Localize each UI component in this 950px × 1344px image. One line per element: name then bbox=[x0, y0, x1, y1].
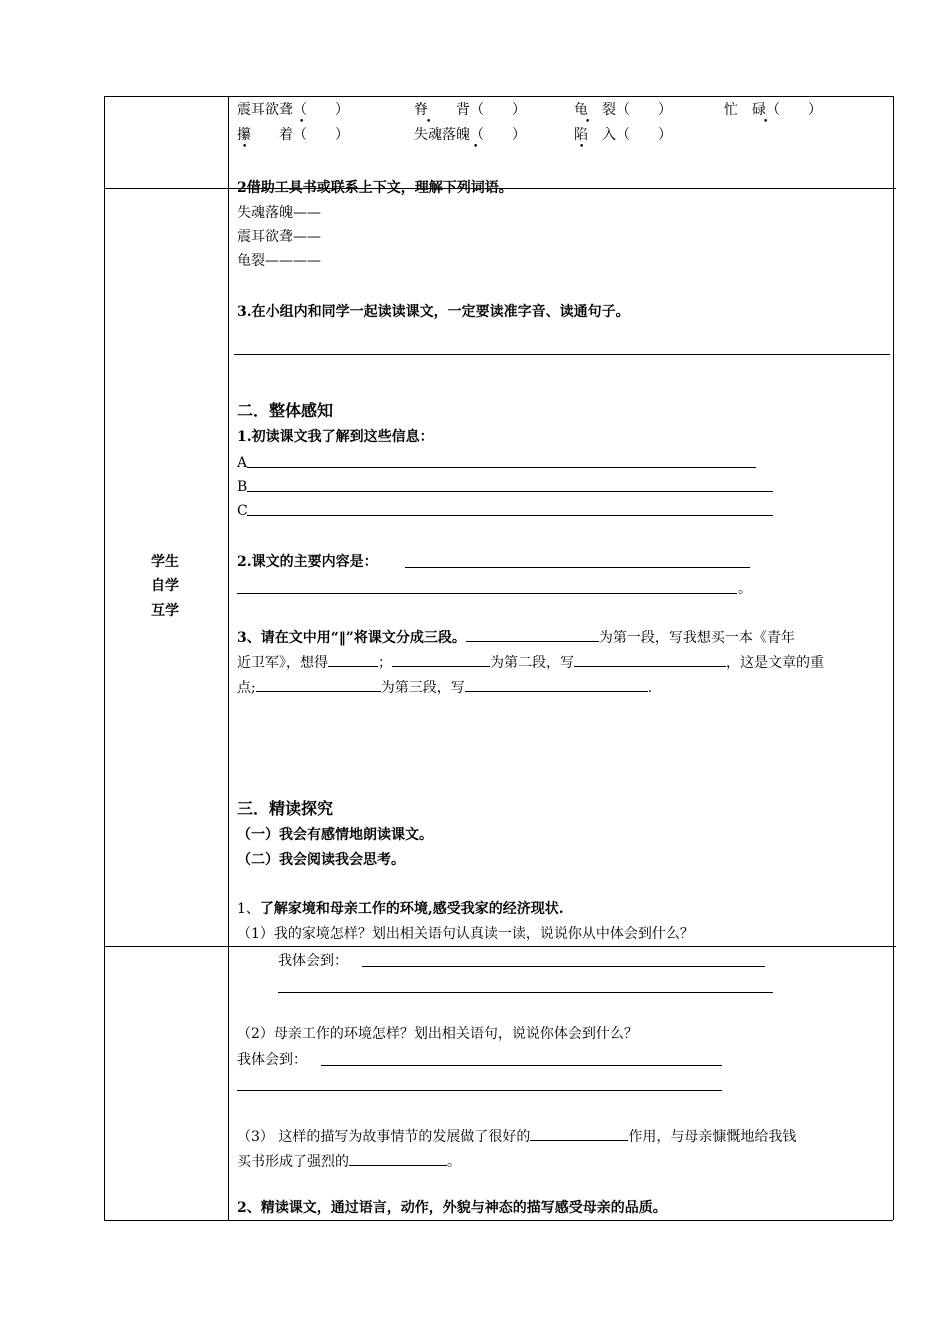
section-2-q3-lead: 3、请在文中用“‖”将课文分成三段。 bbox=[237, 630, 466, 646]
pinyin-item: 震耳欲聋（ ） bbox=[237, 102, 349, 118]
answer-line-b bbox=[247, 491, 773, 492]
section-2-title: 二．整体感知 bbox=[237, 401, 334, 420]
vocab-item: 龟裂———— bbox=[237, 253, 321, 269]
table-left-border bbox=[104, 96, 105, 1220]
fill-blank bbox=[574, 652, 726, 667]
text-run: 点; bbox=[237, 680, 256, 696]
answer-line-a bbox=[247, 467, 756, 468]
section-divider bbox=[234, 354, 890, 355]
text-run: 。 bbox=[447, 1154, 461, 1170]
section-3-p1 bbox=[237, 900, 564, 918]
pinyin-item: 陷 入（ ） bbox=[574, 127, 672, 143]
answer-label-b: B bbox=[237, 479, 248, 495]
pinyin-item: 失魂落魄（ ） bbox=[414, 127, 526, 143]
feel-label: 我体会到： bbox=[278, 953, 348, 969]
table-right-border bbox=[893, 96, 894, 1220]
section-2-q1: 1.初读课文我了解到这些信息： bbox=[237, 429, 434, 445]
pinyin-item: 脊 背（ ） bbox=[414, 102, 526, 118]
text-run: （3） 这样的描写为故事情节的发展做了很好的 bbox=[237, 1129, 531, 1145]
answer-line-c bbox=[247, 515, 773, 516]
table-column-divider bbox=[228, 96, 229, 1220]
vocab-item: 失魂落魄—— bbox=[237, 205, 321, 221]
section-3-p1-1: （1）我的家境怎样？划出相关语句认真读一读，说说你从中体会到什么？ bbox=[237, 926, 694, 942]
answer-label-c: C bbox=[237, 503, 248, 519]
section-2-q2: 2.课文的主要内容是： bbox=[237, 554, 378, 570]
sentence-end: 。 bbox=[738, 581, 752, 597]
vocab-item: 震耳欲聋—— bbox=[237, 229, 321, 245]
emphasis-dot: • bbox=[579, 142, 585, 152]
section-2-q3-line3 bbox=[237, 677, 652, 697]
emphasis-dot: • bbox=[473, 142, 479, 152]
feel-label: 我体会到： bbox=[237, 1052, 307, 1068]
emphasis-dot: • bbox=[299, 117, 305, 127]
fill-blank bbox=[349, 1151, 447, 1166]
section-3-p1-3-line1 bbox=[237, 1126, 796, 1146]
answer-line bbox=[362, 966, 765, 967]
answer-line bbox=[405, 567, 750, 568]
pinyin-item: 忙 碌（ ） bbox=[724, 102, 822, 118]
emphasis-dot: • bbox=[426, 117, 432, 127]
answer-line bbox=[278, 992, 773, 993]
section-3-p1-2: （2）母亲工作的环境怎样？划出相关语句，说说你体会到什么？ bbox=[237, 1026, 638, 1042]
fill-blank bbox=[466, 627, 599, 642]
table-top-border bbox=[104, 96, 893, 97]
section-2-q3-line2 bbox=[237, 652, 824, 672]
table-bottom-border bbox=[104, 1220, 893, 1221]
p1-number: 1、 bbox=[237, 901, 260, 917]
text-run: 为第二段，写 bbox=[490, 655, 574, 671]
answer-line bbox=[237, 1090, 722, 1091]
question-2-title: 2借助工具书或联系上下文，理解下列词语。 bbox=[237, 180, 513, 196]
text-run: 买书形成了强烈的 bbox=[237, 1154, 349, 1170]
fill-blank bbox=[530, 1126, 628, 1141]
answer-label-a: A bbox=[237, 455, 248, 471]
pinyin-item: 龟 裂（ ） bbox=[574, 102, 672, 118]
section-3-sub2: （二）我会阅读我会思考。 bbox=[237, 852, 405, 868]
answer-line bbox=[321, 1065, 722, 1066]
emphasis-dot: • bbox=[242, 142, 248, 152]
pinyin-item: 攥 着（ ） bbox=[237, 127, 349, 143]
table-row-divider bbox=[104, 946, 896, 947]
section-2-q3-line1 bbox=[237, 627, 795, 647]
section-3-p1-3-line2 bbox=[237, 1151, 461, 1171]
side-label-line: 学生 bbox=[151, 554, 179, 570]
section-3-title: 三．精读探究 bbox=[237, 799, 334, 818]
section-3-p2: 2、精读课文，通过语言，动作，外貌与神态的描写感受母亲的品质。 bbox=[237, 1200, 667, 1216]
section-3-sub1: （一）我会有感情地朗读课文。 bbox=[237, 827, 433, 843]
side-label-line: 互学 bbox=[151, 603, 179, 619]
fill-blank bbox=[328, 652, 378, 667]
text-run: 近卫军》，想得 bbox=[237, 655, 328, 671]
answer-line bbox=[237, 593, 737, 594]
fill-blank bbox=[256, 677, 381, 692]
emphasis-dot: • bbox=[585, 117, 591, 127]
text-run: 为第三段，写 bbox=[380, 680, 465, 696]
emphasis-dot: • bbox=[763, 117, 769, 127]
text-run: 作用，与母亲慷慨地给我钱 bbox=[628, 1129, 797, 1145]
fill-blank bbox=[465, 677, 648, 692]
text-run: ，这是文章的重 bbox=[726, 655, 824, 671]
text-run: . bbox=[647, 680, 653, 696]
side-label-line: 自学 bbox=[151, 578, 179, 594]
text-run: ； bbox=[378, 655, 392, 671]
fill-blank bbox=[392, 652, 490, 667]
p1-text: 了解家境和母亲工作的环境,感受我家的经济现状. bbox=[259, 901, 564, 917]
question-3: 3.在小组内和同学一起读读课文，一定要读准字音、读通句子。 bbox=[237, 304, 630, 320]
text-run: 为第一段，写我想买一本《青年 bbox=[598, 630, 795, 646]
